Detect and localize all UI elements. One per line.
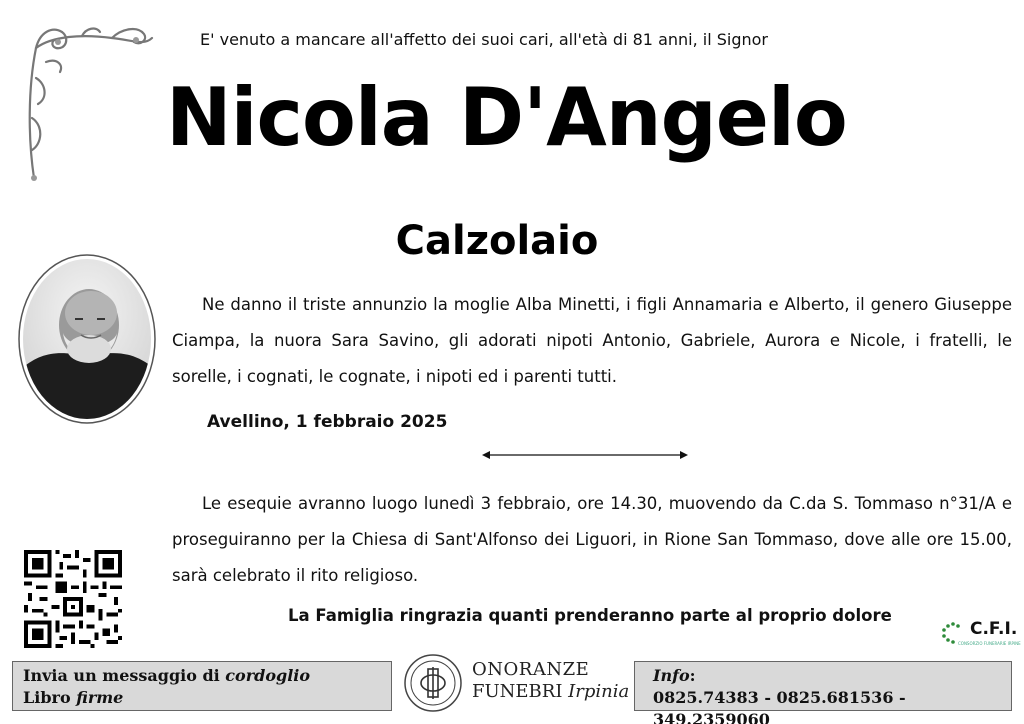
brand-line2-prefix: FUNEBRI — [472, 681, 569, 702]
guestbook-prefix: Libro — [23, 688, 77, 707]
guestbook-link[interactable] — [23, 687, 381, 709]
funeral-paragraph: Le esequie avranno luogo lunedì 3 febbraio, ore 14.30, muovendo da C.da S. Tommaso n°31/A e proseguiranno per la Chiesa di Sant'Alfonso dei Liguori, in Rione San Tommaso, dove alle ore 15.00, sarà celebrato il rito religioso. — [172, 494, 1012, 585]
deceased-name — [0, 71, 1024, 164]
profession-text: Calzolaio — [395, 218, 599, 264]
info-label — [653, 665, 993, 687]
divider-arrow — [480, 448, 690, 462]
info-label-colon: : — [689, 666, 696, 685]
condolence-prefix: Invia un messaggio di — [23, 666, 226, 685]
brand-name-line2 — [472, 681, 629, 702]
condolence-italic: cordoglio — [225, 666, 311, 685]
portrait-photo — [17, 253, 157, 425]
info-phones[interactable]: 0825.74383 - 0825.681536 - 349.2359060 — [653, 688, 906, 724]
qr-code[interactable] — [24, 550, 122, 648]
condolence-box[interactable] — [12, 661, 392, 711]
brand-line2-italic: Irpinia — [568, 681, 630, 702]
brand-seal-icon — [402, 647, 464, 719]
guestbook-italic: firme — [76, 688, 124, 707]
cfi-logo-text: C.F.I. — [970, 619, 1018, 639]
brand-name-line1: ONORANZE — [472, 659, 590, 680]
info-label-text: Info — [653, 666, 690, 685]
condolence-link[interactable] — [23, 665, 381, 687]
cfi-logo-subtext: CONSORZIO FUNERARIE IRPINE — [958, 641, 1021, 646]
deceased-name-text: Nicola D'Angelo — [165, 71, 847, 164]
announcement-paragraph: Ne danno il triste annunzio la moglie Alba Minetti, i figli Annamaria e Alberto, il genero Giuseppe Ciampa, la nuora Sara Savino, gli adorati nipoti Antonio, Gabriele, Aurora e Nicole, i fratelli, le sorelle, i cognati, le cognate, i nipoti ed i parenti tutti. — [172, 295, 1012, 386]
thanks-text: La Famiglia ringrazia quanti prenderanno parte al proprio dolore — [288, 606, 892, 625]
intro-text: E' venuto a mancare all'affetto dei suoi cari, all'età di 81 anni, il Signor — [200, 30, 769, 49]
place-date: Avellino, 1 febbraio 2025 — [207, 412, 448, 432]
info-box — [634, 661, 1012, 724]
